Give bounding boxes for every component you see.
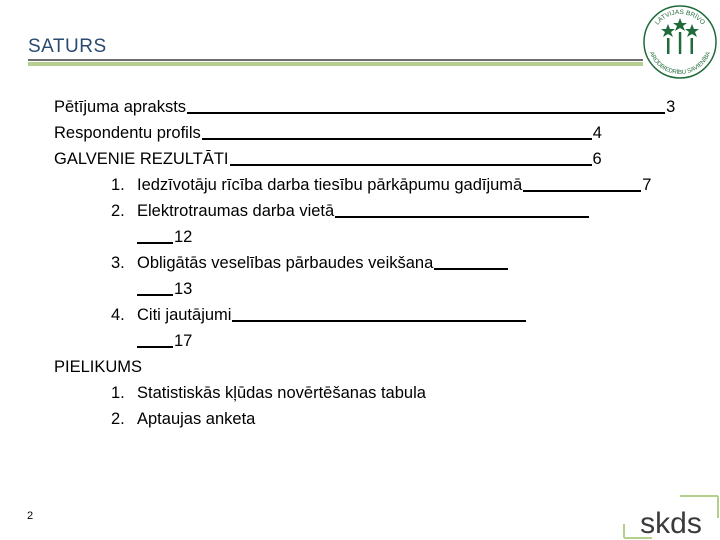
page-number: 2 (27, 510, 34, 522)
lbas-logo (640, 2, 720, 82)
toc-subentry-2-page (137, 224, 192, 250)
toc-subentry-label: Obligātās veselības pārbaudes veikšana (137, 254, 434, 272)
toc-entry-label: Pētījuma apraksts (54, 98, 187, 116)
toc-entry-page: 4 (592, 124, 602, 142)
toc-subentry-number: 4. (111, 306, 125, 324)
toc-subentry-label: Iedzīvotāju rīcība darba tiesību pārkāpumu gadījumā (137, 176, 523, 194)
toc-entry-main-results[interactable] (54, 146, 602, 172)
dot-leader (230, 163, 592, 166)
dot-leader (232, 319, 526, 322)
dot-leader (137, 345, 173, 348)
toc-subentry-number: 2. (111, 410, 125, 428)
toc-subentry-1[interactable] (111, 172, 651, 198)
toc-subentry-number: 3. (111, 254, 125, 272)
dot-leader (434, 267, 508, 270)
toc-entry-method[interactable] (54, 94, 675, 120)
toc-subentry-page: 17 (174, 332, 193, 350)
toc-subentry-3[interactable] (111, 250, 509, 276)
toc-appendix-item-1[interactable] (111, 380, 426, 406)
toc-entry-label: Respondentu profils (54, 124, 201, 142)
toc-subentry-4-page (137, 328, 192, 354)
toc-subentry-label: Aptaujas anketa (137, 410, 256, 428)
toc-entry-appendix[interactable] (54, 354, 142, 380)
dot-leader (137, 241, 173, 244)
toc-subentry-4[interactable] (111, 302, 527, 328)
page-title: SATURS (28, 36, 107, 57)
toc-subentry-number: 2. (111, 202, 125, 220)
svg-text:ARODBIEDRĪBU SAVIENĪBA (648, 51, 712, 76)
logo-bottom-text: ARODBIEDRĪBU SAVIENĪBA (647, 51, 713, 77)
toc-subentry-label: Statistiskās kļūdas novērtēšanas tabula (137, 384, 426, 402)
toc-appendix-item-2[interactable] (111, 406, 255, 432)
toc-subentry-2[interactable] (111, 198, 590, 224)
title-rule (28, 59, 643, 61)
toc-subentry-number: 1. (111, 176, 125, 194)
skds-logo (622, 494, 720, 540)
toc-subentry-page: 13 (174, 280, 193, 298)
toc-subentry-page: 7 (642, 176, 652, 194)
skds-logo-text: skds (640, 507, 702, 540)
dot-leader (187, 111, 665, 114)
toc-entry-label: GALVENIE REZULTĀTI (54, 150, 229, 168)
title-accent-rule (28, 62, 643, 66)
toc-subentry-number: 1. (111, 384, 125, 402)
toc-entry-label: PIELIKUMS (54, 358, 143, 376)
logo-top-text: LATVIJAS BRĪVO (653, 8, 707, 27)
dot-leader (137, 293, 173, 296)
toc-entry-profile[interactable] (54, 120, 602, 146)
dot-leader (523, 189, 641, 192)
toc-subentry-label: Elektrotraumas darba vietā (137, 202, 335, 220)
toc-subentry-label: Citi jautājumi (137, 306, 232, 324)
dot-leader (335, 215, 589, 218)
toc-entry-page: 6 (592, 150, 602, 168)
dot-leader (202, 137, 592, 140)
toc-subentry-3-page (137, 276, 192, 302)
toc-subentry-page: 12 (174, 228, 193, 246)
toc-entry-page: 3 (666, 98, 676, 116)
